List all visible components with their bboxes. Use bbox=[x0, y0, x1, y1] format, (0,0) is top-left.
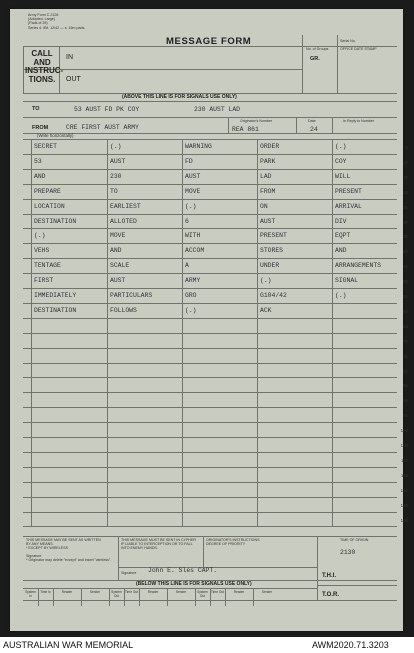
grid-row-line bbox=[23, 512, 397, 513]
message-word: ARRANGEMENTS bbox=[335, 262, 382, 270]
grid-row-line bbox=[23, 437, 397, 438]
message-word: GRO bbox=[185, 292, 197, 299]
grid-row-line bbox=[23, 482, 397, 483]
to-value-1: 53 AUST FD PK COY bbox=[74, 106, 140, 113]
grid-row-line bbox=[23, 318, 397, 319]
call-label-line: INSTRUC- bbox=[25, 66, 64, 75]
system-column-label: Time In bbox=[40, 590, 51, 594]
message-word: TO bbox=[110, 187, 118, 195]
message-word: 53 bbox=[34, 157, 42, 165]
message-word: MOVE bbox=[185, 187, 201, 195]
message-word: SIGNAL bbox=[335, 277, 359, 285]
system-column-label: System Out bbox=[197, 590, 208, 599]
message-word: FD bbox=[185, 157, 193, 165]
signals-use-note-above: (ABOVE THIS LINE IS FOR SIGNALS USE ONLY) bbox=[122, 94, 237, 100]
sent-as-written-block bbox=[26, 538, 118, 551]
grid-row-line bbox=[23, 467, 397, 468]
grid-row-line bbox=[23, 407, 397, 408]
time-of-origin-label: TIME OF ORIGIN bbox=[340, 538, 369, 542]
time-of-origin-value: 2130 bbox=[340, 549, 356, 556]
line-number: 105 bbox=[400, 443, 408, 448]
message-word: (.) bbox=[335, 292, 347, 299]
grid-row-line bbox=[23, 273, 397, 274]
line-number: 20 bbox=[403, 189, 408, 195]
message-word: ON bbox=[260, 202, 268, 210]
tor-label: T.O.R. bbox=[322, 592, 340, 598]
message-word: 230 bbox=[110, 172, 122, 180]
line-number: 90 bbox=[403, 398, 408, 404]
grid-row-line bbox=[23, 392, 397, 393]
message-word: LOCATION bbox=[34, 202, 65, 210]
grid-row-line bbox=[23, 169, 397, 170]
message-word: (.) bbox=[185, 306, 197, 314]
no-of-groups-label: No. of Groups bbox=[306, 47, 329, 51]
message-word: AUST bbox=[260, 217, 276, 225]
message-word: TENTAGE bbox=[34, 262, 61, 270]
line-number: 60 bbox=[403, 308, 408, 314]
message-word: SECRET bbox=[34, 143, 58, 150]
line-number: 55 bbox=[403, 294, 408, 299]
grid-row-line bbox=[23, 526, 397, 527]
message-word: (.) bbox=[110, 143, 122, 150]
message-word: FOLLOWS bbox=[110, 306, 137, 314]
line-number: 50 bbox=[403, 279, 408, 285]
form-ref-line: Series 4. 5M. 12/42 — s. 16m pads. bbox=[28, 25, 86, 30]
system-column-label: Reader bbox=[61, 590, 73, 594]
form-ref-line: Army Form C.2128 bbox=[28, 13, 59, 17]
form-reference bbox=[28, 13, 98, 30]
from-label: FROM bbox=[32, 125, 49, 131]
grid-row-line bbox=[23, 199, 397, 200]
line-number: 100 bbox=[400, 428, 408, 434]
grid-column-line bbox=[107, 139, 108, 526]
line-number: 35 bbox=[403, 234, 408, 240]
serial-label: Serial No. bbox=[340, 39, 356, 43]
footnote-block bbox=[26, 554, 118, 562]
message-word: COY bbox=[335, 157, 347, 165]
originator-instructions-block bbox=[206, 538, 314, 546]
message-word: ACK bbox=[260, 306, 272, 314]
message-word: FIRST bbox=[34, 277, 54, 285]
line-number: 5 bbox=[405, 145, 408, 150]
line-number: 115 bbox=[401, 472, 408, 478]
originator-number-value: REA 861 bbox=[232, 126, 259, 133]
line-number: 110 bbox=[401, 457, 408, 463]
line-number: 10 bbox=[403, 159, 408, 165]
message-word: ARMY bbox=[185, 277, 201, 285]
message-word: STORES bbox=[260, 247, 284, 255]
grid-row-line bbox=[23, 288, 397, 289]
grid-row-line bbox=[23, 184, 397, 185]
date-label: Date bbox=[308, 119, 316, 123]
grid-row-line bbox=[23, 333, 397, 334]
grid-row-line bbox=[23, 243, 397, 244]
line-number: 85 bbox=[403, 383, 408, 389]
write-horizontally-note: (Write horizontally) bbox=[37, 133, 74, 138]
from-value: CRE FIRST AUST ARMY bbox=[66, 124, 139, 131]
line-number: 95 bbox=[403, 413, 408, 419]
thi-label: T.H.I. bbox=[322, 573, 337, 579]
line-number: 125 bbox=[400, 502, 408, 508]
grid-row-line bbox=[23, 303, 397, 304]
out-label: OUT bbox=[66, 76, 81, 83]
office-date-stamp-label: OFFICE DATE STAMP bbox=[340, 47, 377, 51]
grid-row-line bbox=[23, 422, 397, 423]
gr-label: GR. bbox=[310, 56, 320, 62]
system-column-label: Sender bbox=[89, 590, 101, 594]
message-word: DESTINATION bbox=[34, 217, 77, 225]
cypher-line: INTO ENEMY HANDS. bbox=[121, 546, 158, 551]
grid-row-line bbox=[23, 363, 397, 364]
originator-instructions-line: DEGREE OF PRIORITY bbox=[206, 542, 246, 547]
footnote-line: Signature bbox=[26, 554, 42, 558]
line-number: 15 bbox=[403, 174, 408, 180]
footer-institution: AUSTRALIAN WAR MEMORIAL bbox=[3, 640, 134, 650]
footnote-line: * Originator may delete "except" and insert "wireless". bbox=[26, 558, 112, 563]
grid-column-line bbox=[332, 139, 333, 526]
form-ref-line: (Pads of 25) bbox=[28, 21, 48, 26]
line-number: 80 bbox=[403, 368, 408, 374]
form-ref-line: (Adopted. Large) bbox=[28, 17, 55, 22]
line-number: 120 bbox=[400, 487, 408, 493]
line-number: 30 bbox=[403, 219, 408, 225]
system-column-label: Time Out bbox=[125, 590, 138, 594]
message-word: (.) bbox=[34, 232, 46, 240]
signals-use-note-below: (BELOW THIS LINE IS FOR SIGNALS USE ONLY) bbox=[136, 581, 252, 587]
cypher-line: THIS MESSAGE MUST BE SENT IN CYPHER bbox=[121, 538, 196, 542]
grid-row-line bbox=[23, 214, 397, 215]
message-word: G104/42 bbox=[260, 292, 287, 299]
message-word: SCALE bbox=[110, 262, 130, 270]
signature-value: John E. Sles CAPT. bbox=[148, 567, 218, 574]
message-word: AND bbox=[110, 247, 122, 255]
message-word: AND bbox=[335, 247, 347, 255]
message-word: VEHS bbox=[34, 247, 50, 255]
system-column-label: System Out bbox=[111, 590, 122, 599]
message-word: (.) bbox=[185, 202, 197, 210]
system-column-label: Time Out bbox=[211, 590, 224, 594]
message-word: IMMEDIATELY bbox=[34, 292, 77, 299]
message-word: MOVE bbox=[110, 232, 126, 240]
message-word: WILL bbox=[335, 172, 351, 180]
grid-row-line bbox=[23, 258, 397, 259]
message-word: PARTICULARS bbox=[110, 292, 153, 299]
message-word: FROM bbox=[260, 187, 276, 195]
message-word: (.) bbox=[260, 277, 272, 285]
message-form-sheet bbox=[10, 9, 408, 631]
footer-accession-number: AWM2020.71.3203 bbox=[312, 640, 389, 650]
originator-instructions-line: ORIGINATOR'S INSTRUCTIONS bbox=[206, 538, 260, 542]
sent-as-written-line: THIS MESSAGE MAY BE SENT AS WRITTEN bbox=[26, 538, 101, 542]
message-word: PREPARE bbox=[34, 187, 61, 195]
message-word: (.) bbox=[335, 143, 347, 150]
message-word: ACCOM bbox=[185, 247, 205, 255]
line-number: 25 bbox=[403, 204, 408, 210]
in-label: IN bbox=[66, 54, 73, 61]
system-column-label: System In bbox=[25, 590, 36, 599]
message-word: EQPT bbox=[335, 232, 351, 240]
date-value: 24 bbox=[310, 126, 318, 133]
message-word: WITH bbox=[185, 232, 201, 240]
system-column-label: Sender bbox=[261, 590, 273, 594]
message-word: AUST bbox=[185, 172, 201, 180]
grid-row-line bbox=[23, 348, 397, 349]
call-label-line: AND bbox=[33, 57, 51, 67]
line-number: 130 bbox=[400, 517, 408, 523]
message-word: PARK bbox=[260, 157, 276, 165]
line-number: 45 bbox=[403, 264, 408, 270]
message-word: PRESENT bbox=[335, 187, 362, 195]
grid-column-line bbox=[257, 139, 258, 526]
grid-row-line bbox=[23, 377, 397, 378]
grid-column-line bbox=[182, 139, 183, 526]
sent-as-written-line: BY ANY MEANS. bbox=[26, 542, 54, 547]
originator-number-label: Originator's Number bbox=[240, 119, 273, 123]
message-word: WARNING bbox=[185, 143, 212, 150]
grid-row-line bbox=[23, 228, 397, 229]
line-number: 40 bbox=[403, 249, 408, 255]
signature-label: Signature bbox=[121, 571, 137, 575]
line-number: 75 bbox=[403, 353, 408, 359]
call-label-line: CALL bbox=[31, 49, 53, 58]
message-word: ALLOTED bbox=[110, 217, 137, 225]
message-word: A bbox=[185, 262, 189, 270]
message-word: AND bbox=[34, 172, 46, 180]
grid-row-line bbox=[23, 154, 397, 155]
sent-as-written-line: * EXCEPT BY WIRELESS bbox=[26, 546, 69, 551]
to-value-2: 230 AUST LAD bbox=[194, 106, 241, 113]
message-word: AUST bbox=[110, 277, 126, 285]
cypher-block bbox=[121, 538, 203, 551]
in-reply-to-label: In Reply to Number bbox=[343, 119, 374, 123]
system-column-label: Reader bbox=[233, 590, 245, 594]
form-title: MESSAGE FORM bbox=[166, 36, 252, 47]
cypher-line: IF LIABLE TO INTERCEPTION OR TO FALL bbox=[121, 542, 193, 547]
message-word: EARLIEST bbox=[110, 202, 141, 210]
call-label-line: TIONS. bbox=[28, 74, 56, 84]
message-word: UNDER bbox=[260, 262, 280, 270]
message-word: PRESENT bbox=[260, 232, 287, 240]
message-word: 6 bbox=[185, 217, 189, 225]
message-word: DESTINATION bbox=[34, 306, 77, 314]
grid-column-line bbox=[31, 139, 32, 526]
line-number: 70 bbox=[403, 338, 408, 344]
grid-row-line bbox=[23, 497, 397, 498]
grid-row-line bbox=[23, 139, 397, 140]
system-column-label: Sender bbox=[175, 590, 187, 594]
system-column-label: Reader bbox=[147, 590, 159, 594]
message-word: AUST bbox=[110, 157, 126, 165]
line-number: 65 bbox=[403, 323, 408, 329]
message-word: DIV bbox=[335, 217, 347, 225]
message-word: ORDER bbox=[260, 143, 280, 150]
grid-row-line bbox=[23, 452, 397, 453]
message-word: LAD bbox=[260, 172, 272, 180]
message-word: ARRIVAL bbox=[335, 202, 362, 210]
to-label: TO bbox=[32, 106, 40, 112]
call-and-instructions-label bbox=[25, 49, 64, 84]
